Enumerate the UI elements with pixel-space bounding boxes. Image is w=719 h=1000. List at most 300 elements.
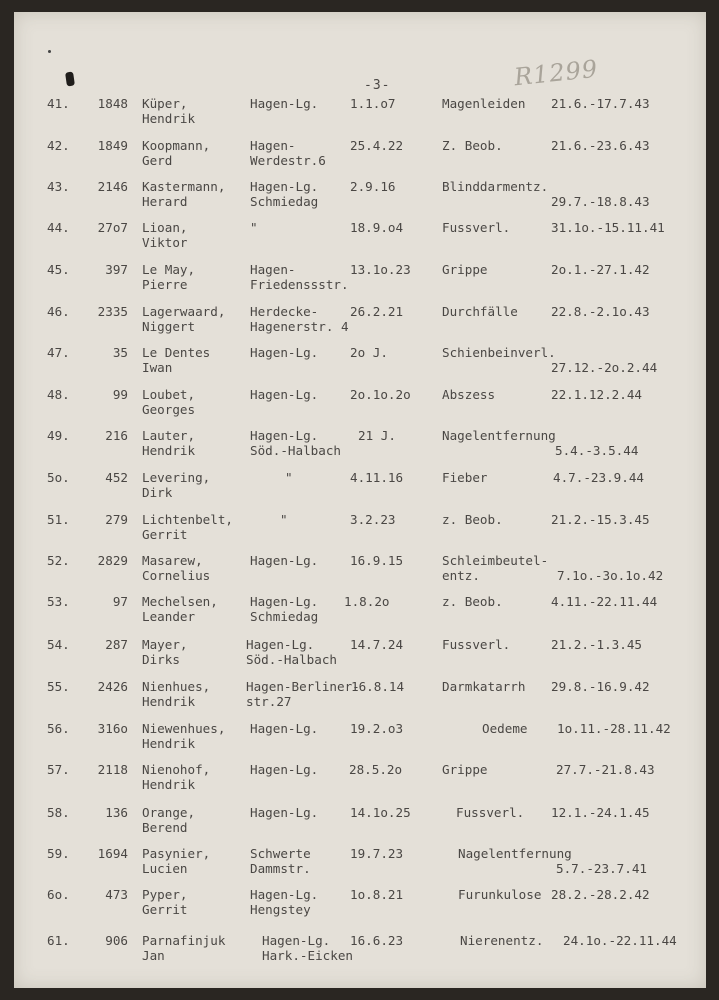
diagnosis-line: z. Beob. bbox=[442, 594, 503, 609]
prisoner-id-line: 2829 bbox=[97, 553, 128, 568]
treatment-period-line: 31.1o.-15.11.41 bbox=[551, 220, 665, 235]
treatment-period-line: 7.1o.-3o.1o.42 bbox=[557, 568, 664, 583]
location bbox=[250, 387, 318, 402]
treatment-period bbox=[556, 762, 655, 777]
prisoner-id-line: 2118 bbox=[97, 762, 128, 777]
location bbox=[250, 428, 341, 458]
prisoner-id-line: 35 bbox=[112, 345, 128, 360]
prisoner-id-line: 2426 bbox=[97, 679, 128, 694]
treatment-period-line: 2o.1.-27.1.42 bbox=[551, 262, 650, 277]
prisoner-id-line: 316o bbox=[97, 721, 128, 736]
prisoner-id bbox=[84, 637, 128, 652]
diagnosis-line: Schleimbeutel- bbox=[442, 553, 549, 568]
page-number: -3- bbox=[364, 78, 391, 93]
birth-date-line: 16.9.15 bbox=[350, 553, 404, 568]
entry-number-line: 47. bbox=[47, 345, 70, 360]
location-line: Hagen-Lg. bbox=[250, 805, 319, 820]
location bbox=[250, 345, 318, 360]
prisoner-id bbox=[84, 470, 128, 485]
person-name-line: Niggert bbox=[142, 319, 196, 334]
person-name-line: Lichtenbelt, bbox=[142, 512, 233, 527]
prisoner-id bbox=[84, 96, 128, 111]
entry-number bbox=[47, 887, 70, 902]
entry-number-line: 61. bbox=[47, 933, 70, 948]
location-line: " bbox=[250, 220, 258, 235]
person-name-line: Pasynier, bbox=[142, 846, 211, 861]
entry-number-line: 45. bbox=[47, 262, 70, 277]
person-name bbox=[142, 594, 218, 624]
prisoner-id bbox=[84, 846, 128, 861]
birth-date-line: 13.1o.23 bbox=[350, 262, 411, 277]
birth-date-line: 21 J. bbox=[358, 428, 396, 443]
treatment-period-line: 21.6.-23.6.43 bbox=[551, 138, 650, 153]
location bbox=[250, 96, 318, 111]
entry-number bbox=[47, 304, 70, 319]
birth-date bbox=[350, 933, 403, 948]
birth-date bbox=[350, 887, 403, 902]
birth-date-line: 19.2.o3 bbox=[350, 721, 404, 736]
location bbox=[250, 553, 318, 568]
entry-number-line: 57. bbox=[47, 762, 70, 777]
entry-number bbox=[47, 262, 70, 277]
birth-date bbox=[350, 512, 396, 527]
person-name-line: Berend bbox=[142, 820, 188, 835]
person-name-line: Pierre bbox=[142, 277, 188, 292]
person-name-line: Hendrik bbox=[142, 777, 196, 792]
prisoner-id bbox=[84, 679, 128, 694]
location-line: Hagen-Lg. bbox=[250, 179, 319, 194]
birth-date-line: 14.1o.25 bbox=[350, 805, 411, 820]
person-name bbox=[142, 96, 195, 126]
location bbox=[250, 762, 318, 777]
treatment-period bbox=[551, 387, 642, 402]
treatment-period-line: 21.6.-17.7.43 bbox=[551, 96, 650, 111]
entry-number-line: 6o. bbox=[47, 887, 70, 902]
prisoner-id-line: 99 bbox=[112, 387, 128, 402]
treatment-period-line: 22.1.12.2.44 bbox=[551, 387, 642, 402]
person-name-line: Gerrit bbox=[142, 527, 188, 542]
treatment-period bbox=[551, 360, 657, 375]
birth-date bbox=[344, 594, 390, 609]
prisoner-id-line: 397 bbox=[105, 262, 128, 277]
prisoner-id bbox=[84, 179, 128, 194]
person-name bbox=[142, 262, 195, 292]
location-line: Werdestr.6 bbox=[250, 153, 326, 168]
person-name-line: Koopmann, bbox=[142, 138, 211, 153]
person-name-line: Hendrik bbox=[142, 694, 196, 709]
diagnosis-line: Nierenentz. bbox=[460, 933, 544, 948]
entry-number bbox=[47, 138, 70, 153]
entry-number-line: 59. bbox=[47, 846, 70, 861]
location-line: Dammstr. bbox=[250, 861, 311, 876]
person-name-line: Loubet, bbox=[142, 387, 196, 402]
location-line: Hagen-Lg. bbox=[250, 428, 319, 443]
birth-date-line: 28.5.2o bbox=[349, 762, 403, 777]
diagnosis-line: z. Beob. bbox=[442, 512, 503, 527]
prisoner-id bbox=[84, 138, 128, 153]
prisoner-id bbox=[84, 721, 128, 736]
prisoner-id-line: 27o7 bbox=[97, 220, 128, 235]
location-line: " bbox=[280, 512, 288, 527]
birth-date bbox=[350, 637, 403, 652]
person-name-line: Hendrik bbox=[142, 443, 196, 458]
person-name-line: Orange, bbox=[142, 805, 196, 820]
birth-date bbox=[350, 220, 403, 235]
location-line: str.27 bbox=[246, 694, 292, 709]
prisoner-id bbox=[84, 594, 128, 609]
person-name bbox=[142, 721, 225, 751]
person-name-line: Iwan bbox=[142, 360, 173, 375]
location-line: Hagen-Lg. bbox=[250, 887, 319, 902]
treatment-period bbox=[551, 887, 650, 902]
location bbox=[250, 304, 349, 334]
treatment-period bbox=[551, 805, 650, 820]
treatment-period bbox=[551, 220, 665, 235]
treatment-period bbox=[556, 861, 647, 876]
prisoner-id bbox=[84, 887, 128, 902]
person-name bbox=[142, 345, 210, 375]
diagnosis-line: Grippe bbox=[442, 262, 488, 277]
entry-number-line: 49. bbox=[47, 428, 70, 443]
entry-number bbox=[47, 805, 70, 820]
diagnosis bbox=[456, 805, 524, 820]
birth-date bbox=[350, 553, 403, 568]
location-line: Söd.-Halbach bbox=[246, 652, 337, 667]
prisoner-id-line: 473 bbox=[105, 887, 128, 902]
person-name bbox=[142, 179, 225, 209]
diagnosis bbox=[442, 304, 518, 319]
diagnosis bbox=[442, 138, 503, 153]
treatment-period bbox=[551, 637, 642, 652]
birth-date-line: 4.11.16 bbox=[350, 470, 404, 485]
entry-number-line: 53. bbox=[47, 594, 70, 609]
treatment-period bbox=[563, 933, 677, 948]
birth-date-line: 25.4.22 bbox=[350, 138, 404, 153]
entry-number bbox=[47, 179, 70, 194]
person-name-line: Pyper, bbox=[142, 887, 188, 902]
person-name bbox=[142, 679, 210, 709]
location bbox=[250, 138, 326, 168]
treatment-period-line: 27.7.-21.8.43 bbox=[556, 762, 655, 777]
birth-date bbox=[350, 96, 396, 111]
birth-date bbox=[350, 345, 388, 360]
diagnosis bbox=[458, 846, 572, 861]
prisoner-id-line: 2335 bbox=[97, 304, 128, 319]
prisoner-id bbox=[84, 220, 128, 235]
treatment-period-line: 21.2.-15.3.45 bbox=[551, 512, 650, 527]
location-line: Hagenerstr. 4 bbox=[250, 319, 349, 334]
location bbox=[246, 679, 360, 709]
treatment-period-line: 1o.11.-28.11.42 bbox=[557, 721, 671, 736]
diagnosis bbox=[442, 470, 488, 485]
treatment-period bbox=[553, 470, 644, 485]
document-page bbox=[14, 12, 706, 988]
diagnosis-line: Schienbeinverl. bbox=[442, 345, 556, 360]
prisoner-id-line: 287 bbox=[105, 637, 128, 652]
entry-number bbox=[47, 933, 70, 948]
treatment-period-line: 12.1.-24.1.45 bbox=[551, 805, 650, 820]
entry-number bbox=[47, 387, 70, 402]
diagnosis-line: Grippe bbox=[442, 762, 488, 777]
location-line: Hagen-Berliner- bbox=[246, 679, 360, 694]
location-line: Friedenssstr. bbox=[250, 277, 349, 292]
birth-date-line: 1.8.2o bbox=[344, 594, 390, 609]
person-name-line: Gerrit bbox=[142, 902, 188, 917]
birth-date bbox=[350, 262, 411, 277]
diagnosis-line: Fussverl. bbox=[442, 220, 511, 235]
person-name-line: Mechelsen, bbox=[142, 594, 218, 609]
person-name-line: Küper, bbox=[142, 96, 188, 111]
entry-number bbox=[47, 220, 70, 235]
diagnosis-line: Magenleiden bbox=[442, 96, 526, 111]
entry-number-line: 51. bbox=[47, 512, 70, 527]
location-line: Hagen-Lg. bbox=[250, 721, 319, 736]
location bbox=[250, 594, 318, 624]
treatment-period-line: 29.8.-16.9.42 bbox=[551, 679, 650, 694]
diagnosis bbox=[442, 553, 548, 583]
location bbox=[250, 887, 318, 917]
entry-number-line: 44. bbox=[47, 220, 70, 235]
location bbox=[250, 220, 258, 235]
entry-number-line: 56. bbox=[47, 721, 70, 736]
birth-date-line: 2o.1o.2o bbox=[350, 387, 411, 402]
treatment-period bbox=[557, 568, 663, 583]
person-name bbox=[142, 220, 188, 250]
prisoner-id-line: 1848 bbox=[97, 96, 128, 111]
location bbox=[250, 805, 318, 820]
person-name bbox=[142, 428, 195, 458]
location-line: Hagen-Lg. bbox=[250, 387, 319, 402]
prisoner-id bbox=[84, 345, 128, 360]
birth-date bbox=[350, 179, 396, 194]
person-name-line: Viktor bbox=[142, 235, 188, 250]
entry-number-line: 54. bbox=[47, 637, 70, 652]
birth-date bbox=[350, 805, 411, 820]
diagnosis bbox=[442, 220, 510, 235]
location-line: Hengstey bbox=[250, 902, 311, 917]
diagnosis-line: Darmkatarrh bbox=[442, 679, 526, 694]
location bbox=[285, 470, 293, 485]
diagnosis-line: entz. bbox=[442, 568, 480, 583]
person-name bbox=[142, 304, 225, 334]
diagnosis-line: Blinddarmentz. bbox=[442, 179, 549, 194]
location-line: Schwerte bbox=[250, 846, 311, 861]
person-name-line: Nienhues, bbox=[142, 679, 211, 694]
treatment-period-line: 4.7.-23.9.44 bbox=[553, 470, 644, 485]
person-name-line: Jan bbox=[142, 948, 165, 963]
treatment-period-line: 24.1o.-22.11.44 bbox=[563, 933, 677, 948]
prisoner-id-line: 279 bbox=[105, 512, 128, 527]
diagnosis bbox=[442, 387, 495, 402]
prisoner-id-line: 216 bbox=[105, 428, 128, 443]
treatment-period-line: 5.7.-23.7.41 bbox=[556, 861, 647, 876]
location bbox=[250, 721, 318, 736]
entry-number bbox=[47, 594, 70, 609]
birth-date bbox=[350, 138, 403, 153]
person-name-line: Herard bbox=[142, 194, 188, 209]
prisoner-id-line: 1694 bbox=[97, 846, 128, 861]
treatment-period bbox=[551, 594, 657, 609]
diagnosis bbox=[442, 345, 556, 360]
prisoner-id-line: 2146 bbox=[97, 179, 128, 194]
prisoner-id bbox=[84, 762, 128, 777]
treatment-period bbox=[551, 512, 650, 527]
location-line: Hagen-Lg. bbox=[262, 933, 331, 948]
person-name-line: Parnafinjuk bbox=[142, 933, 226, 948]
entry-number bbox=[47, 345, 70, 360]
treatment-period bbox=[551, 194, 650, 209]
diagnosis-line: Abszess bbox=[442, 387, 496, 402]
location-line: Hagen-Lg. bbox=[250, 96, 319, 111]
person-name bbox=[142, 138, 210, 168]
treatment-period-line: 28.2.-28.2.42 bbox=[551, 887, 650, 902]
location-line: Hagen- bbox=[250, 262, 296, 277]
entry-number bbox=[47, 762, 70, 777]
location-line: " bbox=[285, 470, 293, 485]
diagnosis bbox=[460, 933, 543, 948]
treatment-period-line: 22.8.-2.1o.43 bbox=[551, 304, 650, 319]
birth-date-line: 19.7.23 bbox=[350, 846, 404, 861]
diagnosis bbox=[442, 637, 510, 652]
diagnosis bbox=[458, 887, 541, 902]
location-line: Hagen- bbox=[250, 138, 296, 153]
diagnosis bbox=[442, 96, 525, 111]
birth-date-line: 1o.8.21 bbox=[350, 887, 404, 902]
treatment-period bbox=[557, 721, 671, 736]
location-line: Hark.-Eicken bbox=[262, 948, 353, 963]
person-name-line: Lauter, bbox=[142, 428, 196, 443]
person-name-line: Dirk bbox=[142, 485, 173, 500]
person-name-line: Kastermann, bbox=[142, 179, 226, 194]
treatment-period-line: 4.11.-22.11.44 bbox=[551, 594, 658, 609]
person-name-line: Lucien bbox=[142, 861, 188, 876]
prisoner-id bbox=[84, 428, 128, 443]
birth-date bbox=[351, 679, 404, 694]
birth-date bbox=[350, 721, 403, 736]
person-name-line: Nienohof, bbox=[142, 762, 211, 777]
entry-number bbox=[47, 721, 70, 736]
location-line: Hagen-Lg. bbox=[250, 762, 319, 777]
treatment-period bbox=[551, 96, 650, 111]
person-name-line: Niewenhues, bbox=[142, 721, 226, 736]
birth-date-line: 2o J. bbox=[350, 345, 388, 360]
prisoner-id-line: 97 bbox=[112, 594, 128, 609]
person-name-line: Mayer, bbox=[142, 637, 188, 652]
diagnosis-line: Durchfälle bbox=[442, 304, 518, 319]
prisoner-id bbox=[84, 512, 128, 527]
entry-number-line: 43. bbox=[47, 179, 70, 194]
birth-date-line: 16.8.14 bbox=[351, 679, 405, 694]
diagnosis bbox=[442, 512, 503, 527]
person-name bbox=[142, 553, 210, 583]
person-name-line: Dirks bbox=[142, 652, 180, 667]
treatment-period-line: 5.4.-3.5.44 bbox=[555, 443, 639, 458]
prisoner-id bbox=[84, 553, 128, 568]
diagnosis-line: Nagelentfernung bbox=[458, 846, 572, 861]
entry-number bbox=[47, 96, 70, 111]
entry-number bbox=[47, 553, 70, 568]
ink-dot bbox=[48, 50, 51, 53]
birth-date bbox=[350, 846, 403, 861]
diagnosis bbox=[442, 179, 548, 194]
location-line: Schmiedag bbox=[250, 609, 319, 624]
birth-date-line: 2.9.16 bbox=[350, 179, 396, 194]
entry-number bbox=[47, 679, 70, 694]
treatment-period-line: 21.2.-1.3.45 bbox=[551, 637, 642, 652]
treatment-period bbox=[551, 679, 650, 694]
entry-number bbox=[47, 512, 70, 527]
diagnosis-line: Nagelentfernung bbox=[442, 428, 556, 443]
diagnosis bbox=[442, 679, 525, 694]
person-name-line: Cornelius bbox=[142, 568, 211, 583]
birth-date-line: 18.9.o4 bbox=[350, 220, 404, 235]
entry-number-line: 46. bbox=[47, 304, 70, 319]
person-name-line: Georges bbox=[142, 402, 196, 417]
diagnosis bbox=[482, 721, 528, 736]
entry-number-line: 52. bbox=[47, 553, 70, 568]
person-name bbox=[142, 933, 225, 963]
person-name bbox=[142, 762, 210, 792]
prisoner-id bbox=[84, 387, 128, 402]
location-line: Herdecke- bbox=[250, 304, 319, 319]
diagnosis bbox=[442, 428, 556, 443]
location-line: Hagen-Lg. bbox=[250, 553, 319, 568]
person-name-line: Lioan, bbox=[142, 220, 188, 235]
location bbox=[262, 933, 353, 963]
diagnosis bbox=[442, 594, 503, 609]
prisoner-id bbox=[84, 262, 128, 277]
diagnosis bbox=[442, 262, 488, 277]
entry-number bbox=[47, 846, 70, 861]
location bbox=[250, 262, 349, 292]
birth-date bbox=[349, 762, 402, 777]
birth-date-line: 16.6.23 bbox=[350, 933, 404, 948]
diagnosis-line: Furunkulose bbox=[458, 887, 542, 902]
entry-number-line: 42. bbox=[47, 138, 70, 153]
person-name bbox=[142, 846, 210, 876]
location bbox=[246, 637, 337, 667]
person-name-line: Masarew, bbox=[142, 553, 203, 568]
location-line: Hagen-Lg. bbox=[246, 637, 315, 652]
person-name-line: Leander bbox=[142, 609, 196, 624]
person-name bbox=[142, 887, 188, 917]
diagnosis-line: Fussverl. bbox=[442, 637, 511, 652]
location bbox=[250, 846, 311, 876]
location-line: Schmiedag bbox=[250, 194, 319, 209]
person-name bbox=[142, 512, 233, 542]
location bbox=[280, 512, 288, 527]
treatment-period-line: 29.7.-18.8.43 bbox=[551, 194, 650, 209]
location-line: Hagen-Lg. bbox=[250, 594, 319, 609]
entry-number-line: 58. bbox=[47, 805, 70, 820]
diagnosis-line: Oedeme bbox=[482, 721, 528, 736]
location-line: Hagen-Lg. bbox=[250, 345, 319, 360]
birth-date-line: 26.2.21 bbox=[350, 304, 404, 319]
birth-date-line: 3.2.23 bbox=[350, 512, 396, 527]
birth-date bbox=[350, 387, 411, 402]
person-name-line: Gerd bbox=[142, 153, 173, 168]
entry-number-line: 55. bbox=[47, 679, 70, 694]
prisoner-id bbox=[84, 805, 128, 820]
prisoner-id-line: 452 bbox=[105, 470, 128, 485]
entry-number-line: 5o. bbox=[47, 470, 70, 485]
archive-stamp: R1299 bbox=[512, 54, 600, 92]
treatment-period bbox=[555, 443, 638, 458]
prisoner-id-line: 136 bbox=[105, 805, 128, 820]
treatment-period bbox=[551, 304, 650, 319]
person-name-line: Hendrik bbox=[142, 111, 196, 126]
diagnosis-line: Z. Beob. bbox=[442, 138, 503, 153]
